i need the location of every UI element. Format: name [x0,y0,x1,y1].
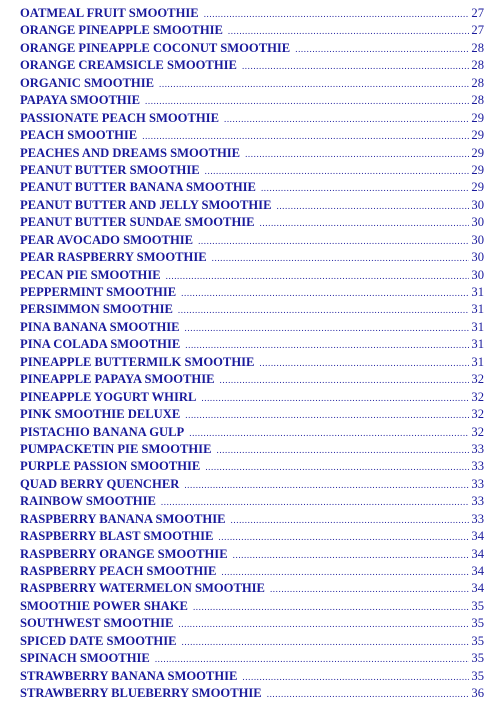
toc-entry[interactable] [20,546,484,563]
toc-entry[interactable] [20,92,484,109]
toc-entry-title[interactable]: PASSIONATE PEACH SMOOTHIE [20,110,219,125]
dot-leader [205,163,470,180]
dot-leader [204,6,470,23]
toc-entry-title[interactable]: PEACHES AND DREAMS SMOOTHIE [20,145,241,160]
toc-entry[interactable] [20,493,484,510]
dot-leader [185,337,469,354]
dot-leader [166,268,470,285]
toc-entry-page-number[interactable]: 31 [471,354,484,369]
dot-leader [270,581,469,598]
dot-leader [242,669,469,686]
toc-entry[interactable] [20,301,484,318]
dot-leader [193,599,469,616]
toc-entry-title[interactable]: RAINBOW SMOOTHIE [20,494,156,509]
toc-entry[interactable] [20,57,484,74]
toc-entry-page-number[interactable]: 32 [471,407,484,422]
toc-entry-page-number[interactable]: 30 [471,232,484,247]
toc-entry-title[interactable]: PEANUT BUTTER BANANA SMOOTHIE [20,180,256,195]
toc-entry-title[interactable]: ORGANIC SMOOTHIE [20,75,154,90]
toc-entry[interactable] [20,598,484,615]
toc-entry[interactable] [20,40,484,57]
toc-entry-title[interactable]: PINK SMOOTHIE DELUXE [20,407,181,422]
toc-entry-page-number[interactable]: 29 [471,128,484,143]
toc-entry-page-number[interactable]: 30 [471,267,484,282]
dot-leader [242,58,469,75]
dot-leader [231,512,470,529]
toc-entry-page-number[interactable]: 28 [471,75,484,90]
toc-entry-title[interactable]: PINEAPPLE PAPAYA SMOOTHIE [20,372,215,387]
toc-entry[interactable] [20,563,484,580]
toc-entry-title[interactable]: PISTACHIO BANANA GULP [20,424,185,439]
dot-leader [260,215,470,232]
toc-entry-page-number[interactable]: 29 [471,110,484,125]
toc-entry[interactable] [20,528,484,545]
dot-leader [212,250,470,267]
toc-entry-title[interactable]: SPINACH SMOOTHIE [20,651,150,666]
toc-entry-title[interactable]: ORANGE PINEAPPLE SMOOTHIE [20,23,223,38]
dot-leader [259,355,469,372]
toc-entry-title[interactable]: PINA COLADA SMOOTHIE [20,337,181,352]
toc-entry[interactable] [20,354,484,371]
toc-entry[interactable] [20,22,484,39]
toc-entry[interactable] [20,511,484,528]
toc-entry-title[interactable]: PINEAPPLE YOGURT WHIRL [20,389,197,404]
toc-entry[interactable] [20,75,484,92]
toc-entry-title[interactable]: OATMEAL FRUIT SMOOTHIE [20,6,199,20]
toc-entry-page-number[interactable]: 34 [471,546,484,561]
toc-entry-page-number[interactable]: 28 [471,40,484,55]
dot-leader [224,111,469,128]
toc-entry-page-number[interactable]: 35 [471,651,484,666]
toc-entry-page-number[interactable]: 35 [471,616,484,631]
toc-entry[interactable] [20,284,484,301]
toc-entry[interactable] [20,249,484,266]
toc-entry-title[interactable]: STRAWBERRY BANANA SMOOTHIE [20,668,238,683]
dot-leader [233,547,470,564]
toc-entry-title[interactable]: PINEAPPLE BUTTERMILK SMOOTHIE [20,354,255,369]
dot-leader [185,407,469,424]
dot-leader [220,372,470,389]
dot-leader [159,76,469,93]
toc-entry-page-number[interactable]: 31 [471,302,484,317]
dot-leader [155,651,470,668]
toc-entry-title[interactable]: PEAR AVOCADO SMOOTHIE [20,232,194,247]
toc-entry-page-number[interactable]: 31 [471,285,484,299]
toc-entry[interactable] [20,5,484,22]
dot-leader [181,285,469,302]
toc-entry[interactable] [20,179,484,196]
toc-entry-page-number[interactable]: 29 [471,162,484,177]
toc-entry[interactable] [20,110,484,127]
toc-entry[interactable] [20,615,484,632]
toc-entry-page-number[interactable]: 35 [471,633,484,648]
toc-entry-page-number[interactable]: 28 [471,58,484,73]
toc-entry-title[interactable]: PEANUT BUTTER SMOOTHIE [20,162,200,177]
toc-entry[interactable] [20,650,484,667]
dot-leader [221,564,469,581]
toc-entry[interactable] [20,145,484,162]
toc-entry-page-number[interactable]: 31 [471,337,484,352]
toc-entry-title[interactable]: RASPBERRY WATERMELON SMOOTHIE [20,581,265,596]
dot-leader [205,459,469,476]
toc-entry-page-number[interactable]: 30 [471,197,484,212]
toc-entry-page-number[interactable]: 35 [471,598,484,613]
toc-entry-title[interactable]: SPICED DATE SMOOTHIE [20,633,177,648]
toc-entry[interactable] [20,458,484,475]
toc-entry[interactable] [20,232,484,249]
toc-entry[interactable] [20,162,484,179]
toc-entry-page-number[interactable]: 31 [471,319,484,334]
toc-entry[interactable] [20,319,484,336]
dot-leader [228,23,469,40]
toc-entry-page-number[interactable]: 27 [471,6,484,20]
toc-entry-page-number[interactable]: 35 [471,668,484,683]
toc-entry-title[interactable]: SOUTHWEST SMOOTHIE [20,616,174,631]
toc-entry-title[interactable]: PEACH SMOOTHIE [20,128,138,143]
toc-entry[interactable] [20,336,484,353]
dot-leader [182,634,470,651]
toc-entry-title[interactable]: PEANUT BUTTER SUNDAE SMOOTHIE [20,215,255,230]
toc-entry-title[interactable]: PINA BANANA SMOOTHIE [20,319,180,334]
table-of-contents [20,5,484,703]
toc-entry[interactable] [20,668,484,685]
toc-entry-title[interactable]: PERSIMMON SMOOTHIE [20,302,173,317]
dot-leader [201,390,469,407]
dot-leader [218,529,469,546]
toc-entry-title[interactable]: QUAD BERRY QUENCHER [20,476,180,491]
toc-entry-page-number[interactable]: 33 [471,476,484,491]
toc-entry[interactable] [20,389,484,406]
toc-entry-page-number[interactable]: 32 [471,424,484,439]
toc-entry[interactable] [20,633,484,650]
toc-entry[interactable] [20,580,484,597]
toc-entry[interactable] [20,127,484,144]
toc-entry-page-number[interactable]: 29 [471,145,484,160]
toc-entry-title[interactable]: PUMPACKETIN PIE SMOOTHIE [20,441,212,456]
dot-leader [216,442,469,459]
toc-entry-title[interactable]: ORANGE CREAMSICLE SMOOTHIE [20,58,237,73]
dot-leader [184,477,469,494]
toc-entry[interactable] [20,424,484,441]
toc-entry-title[interactable]: RASPBERRY PEACH SMOOTHIE [20,564,217,578]
toc-entry[interactable] [20,197,484,214]
toc-entry[interactable] [20,476,484,493]
dot-leader [178,302,470,319]
dot-leader [142,128,469,145]
dot-leader [145,93,469,110]
dot-leader [245,146,469,163]
toc-entry-title[interactable]: RASPBERRY ORANGE SMOOTHIE [20,546,228,561]
toc-entry[interactable] [20,267,484,284]
toc-entry-title[interactable]: SMOOTHIE POWER SHAKE [20,598,188,613]
toc-entry-page-number[interactable]: 29 [471,180,484,195]
toc-entry-title[interactable]: STRAWBERRY BLUEBERRY SMOOTHIE [20,686,262,701]
toc-entry-page-number[interactable]: 30 [471,215,484,230]
toc-entry-title[interactable]: PECAN PIE SMOOTHIE [20,267,161,282]
toc-entry-title[interactable]: PURPLE PASSION SMOOTHIE [20,459,201,474]
toc-entry[interactable] [20,371,484,388]
toc-entry-title[interactable]: RASPBERRY BANANA SMOOTHIE [20,511,226,526]
dot-leader [189,425,469,442]
toc-entry-page-number[interactable]: 27 [471,23,484,38]
dot-leader [161,494,470,511]
toc-entry-page-number[interactable]: 32 [471,372,484,387]
toc-entry-page-number[interactable]: 33 [471,441,484,456]
toc-entry-title[interactable]: PEPPERMINT SMOOTHIE [20,285,177,299]
toc-entry-page-number[interactable]: 32 [471,389,484,404]
dot-leader [178,616,469,633]
toc-entry-page-number[interactable]: 36 [471,686,484,701]
toc-entry-page-number[interactable]: 34 [471,581,484,596]
dot-leader [261,180,469,197]
toc-entry-page-number[interactable]: 33 [471,459,484,474]
toc-entry-title[interactable]: PAPAYA SMOOTHIE [20,93,141,108]
toc-entry-title[interactable]: RASPBERRY BLAST SMOOTHIE [20,529,214,544]
toc-entry-page-number[interactable]: 30 [471,250,484,265]
toc-entry[interactable] [20,441,484,458]
toc-entry-page-number[interactable]: 33 [471,511,484,526]
toc-entry-page-number[interactable]: 34 [471,529,484,544]
toc-entry-page-number[interactable]: 33 [471,494,484,509]
toc-entry[interactable] [20,406,484,423]
toc-entry[interactable] [20,685,484,702]
toc-entry-title[interactable]: PEANUT BUTTER AND JELLY SMOOTHIE [20,197,272,212]
toc-entry-title[interactable]: PEAR RASPBERRY SMOOTHIE [20,250,207,265]
toc-entry[interactable] [20,214,484,231]
toc-entry-title[interactable]: ORANGE PINEAPPLE COCONUT SMOOTHIE [20,40,291,55]
dot-leader [198,233,469,250]
dot-leader [185,320,470,337]
dot-leader [276,198,469,215]
toc-entry-page-number[interactable]: 28 [471,93,484,108]
dot-leader [295,41,469,58]
toc-entry-page-number[interactable]: 34 [471,564,484,578]
